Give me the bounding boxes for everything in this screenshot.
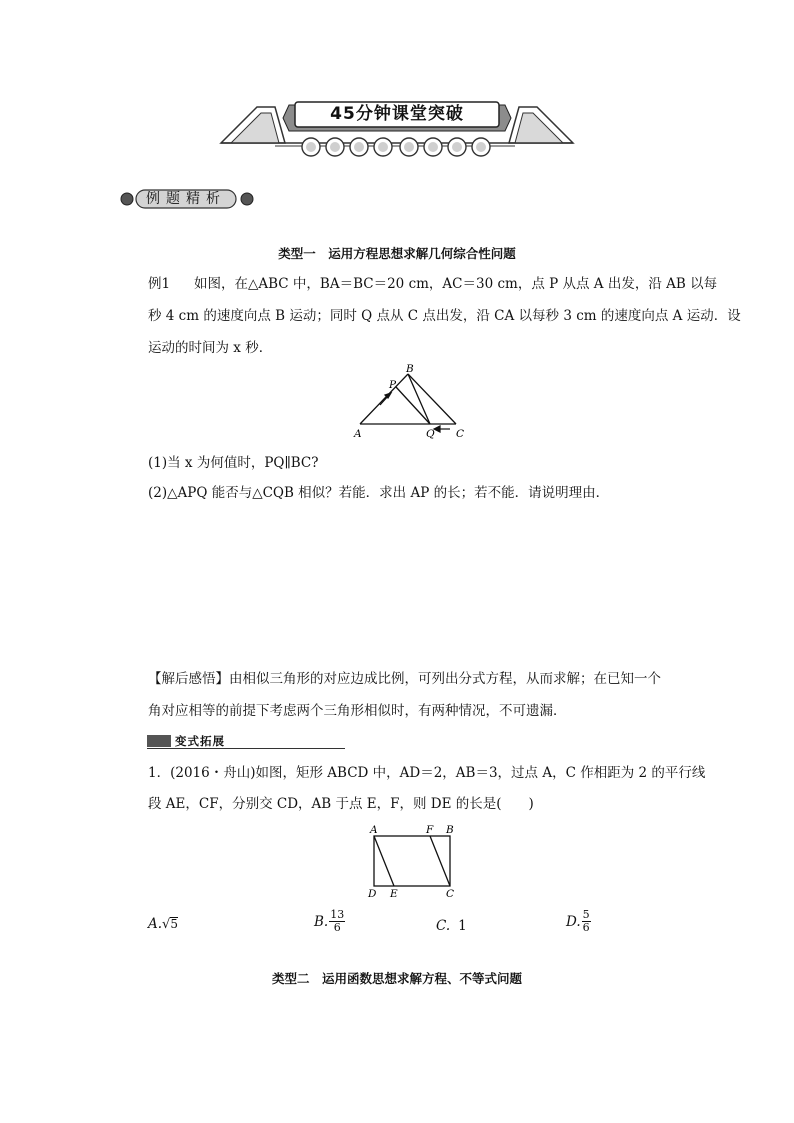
rect-label-d: D: [368, 888, 377, 900]
option-b: [314, 909, 345, 934]
triangle-label-c: C: [456, 428, 465, 440]
option-b-denominator: 6: [333, 921, 341, 934]
rect-label-b: B: [446, 824, 454, 836]
triangle-label-b: B: [406, 363, 414, 375]
reflection-line-2: 角对应相等的前提下考虑两个三角形相似时，有两种情况，不可遗漏．: [148, 703, 567, 719]
example1-label: 例1: [148, 276, 171, 292]
rect-label-e: E: [390, 888, 398, 900]
option-c-letter: C.: [436, 918, 451, 934]
section-label-bar: [118, 188, 256, 210]
option-a-radicand: 5: [170, 917, 178, 931]
option-b-letter: B.: [314, 913, 329, 930]
question-2: (2)△APQ 能否与△CQB 相似？若能．求出 AP 的长；若不能．请说明理由．: [148, 485, 610, 501]
example1-line-2: 秒 4 cm 的速度向点 B 运动；同时 Q 点从 C 点出发，沿 CA 以每秒 3 cm 的速度向点 A 运动．设: [148, 308, 741, 324]
example1-line-1: 如图，在△ABC 中，BA＝BC＝20 cm，AC＝30 cm，点 P 从点 A 出发，沿 AB 以每: [194, 276, 718, 292]
triangle-label-p: P: [389, 379, 397, 391]
option-d-denominator: 6: [582, 921, 590, 934]
option-b-fraction: [329, 909, 345, 934]
triangle-label-q: Q: [426, 428, 435, 440]
variant-header-label: 变式拓展: [175, 734, 225, 748]
rect-label-a: A: [370, 824, 378, 836]
variant-header: [147, 733, 345, 749]
option-a: [148, 916, 178, 932]
option-c: [436, 918, 467, 934]
triangle-label-a: A: [354, 428, 362, 440]
option-b-numerator: 13: [330, 908, 345, 921]
option-c-value: 1: [458, 918, 467, 934]
type1-heading: 类型一 运用方程思想求解几何综合性问题: [278, 246, 516, 261]
option-d-fraction: [582, 909, 591, 934]
sqrt-icon: √: [162, 916, 171, 932]
example1-line-3: 运动的时间为 x 秒．: [148, 340, 273, 356]
option-a-letter: A.: [148, 916, 163, 932]
option-d: [566, 909, 591, 934]
variant-line-2: 段 AE，CF，分别交 CD，AB 于点 E，F，则 DE 的长是( ): [148, 796, 534, 812]
question-1: (1)当 x 为何值时，PQ∥BC?: [148, 455, 319, 471]
variant-header-rule: [147, 748, 345, 749]
section-label-text: 例题精析: [146, 191, 226, 207]
type2-heading: 类型二 运用函数思想求解方程、不等式问题: [271, 971, 522, 986]
variant-line-1: 1．(2016・舟山)如图，矩形 ABCD 中，AD＝2，AB＝3，过点 A，C 作相距为 2 的平行线: [148, 765, 706, 781]
rectangle-figure: [362, 822, 462, 900]
variant-header-marker: [147, 735, 171, 747]
rect-label-f: F: [426, 824, 434, 836]
rect-label-c: C: [446, 888, 455, 900]
banner-title: 45分钟课堂突破: [330, 104, 464, 124]
page-banner: [215, 96, 579, 162]
option-d-numerator: 5: [582, 908, 590, 921]
option-d-letter: D.: [566, 913, 581, 930]
reflection-line-1: 【解后感悟】由相似三角形的对应边成比例，可列出分式方程，从而求解；在已知一个: [148, 671, 661, 687]
triangle-figure: [350, 362, 470, 442]
